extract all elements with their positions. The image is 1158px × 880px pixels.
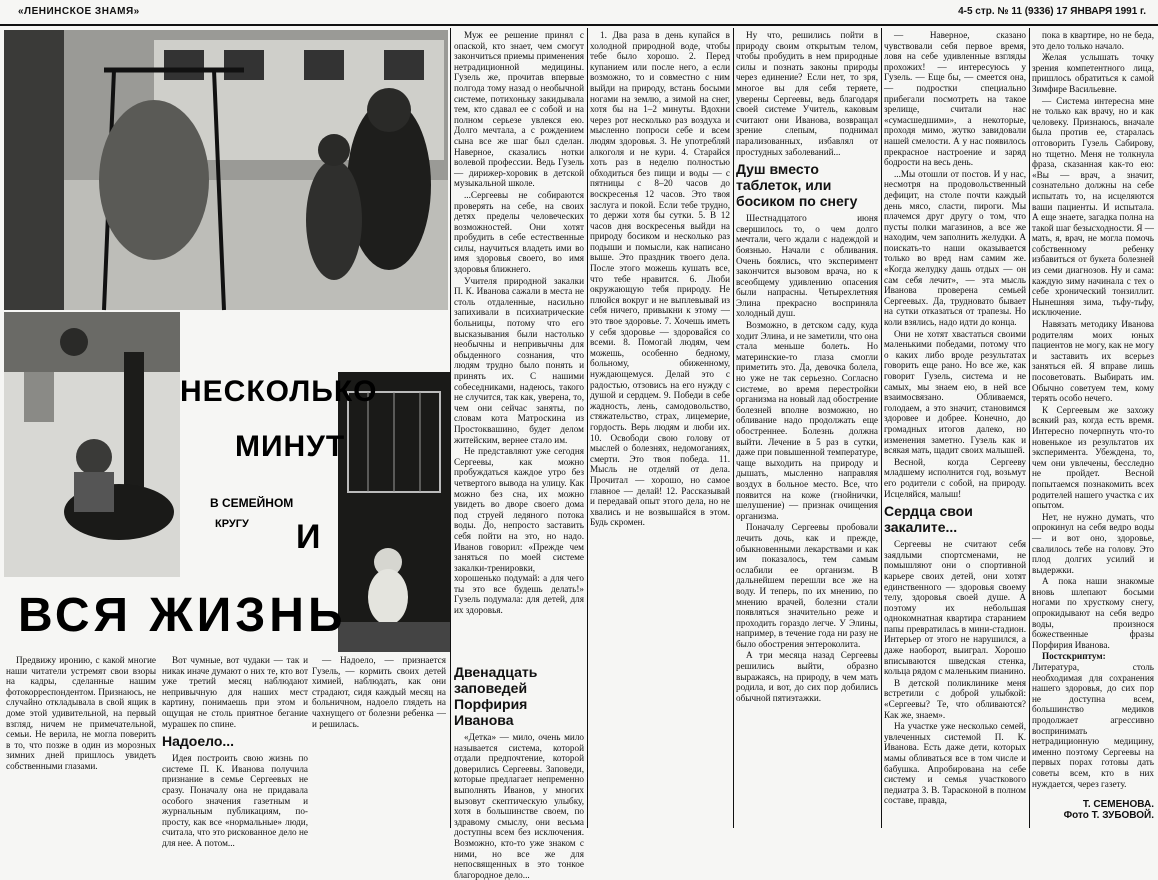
article-col-3 [454, 30, 584, 660]
article-col6-p7: На участке уже несколько семей, увлеченных системой П. К. Иванова. Есть даже дети, которых мамы обливаться все в том числе и бабушка. Апробирована на себе систему и семья участкового педиатра З. В. Тарасконой в полном составе, правда, [884, 721, 1026, 806]
article-col5-p4: Поначалу Сергеевы пробовали лечить дочь, как и прежде, обыкновенными лекарствами и как им показалось, тем самым ослабили ее организм. В дальнейшем перешли все же на воду. И теперь, по их мнению, по мнению врачей, болезни стали появляться значительно реже и проходить гораздо легче. У Элины, например, в течение года ни разу не было обострения энтероколита. [736, 522, 878, 649]
article-col6-p5: Сергеевы не считают себя заядлыми спортсменами, не помышляют они о спортивной карьере своих детей, они хотят единственного — здоровья своему телу, здоровья своей душе. А поэтому их небольшая однокомнатная квартира старанием папы превратилась в мини-стадион. Интерьер от этого не нарушился, а даже наоборот, выиграл. Хорошо вписываются шведская стенка, кольца рядом с маленьким пианино. [884, 539, 1026, 677]
author-name: Т. СЕМЕНОВА. [1082, 799, 1154, 810]
photo-girl-rings [4, 312, 180, 577]
postscript [1032, 651, 1154, 789]
column-divider [733, 28, 734, 828]
article-col7-p7: А пока наши знакомые вновь шлепают босыми ногами по хрусткому снегу, опрокидывают на себя ведро воды, произнося божественные фразы Порфирия Иванова. [1032, 576, 1154, 650]
girl-rings-image [4, 312, 180, 577]
article-col-7 [1032, 30, 1154, 800]
headline-line1: НЕСКОЛЬКО [180, 375, 378, 408]
article-col5-p3: Возможно, в детском саду, куда ходит Элина, и не заметили, что она стала меньше болеть. Но материнские-то глаза смогли приметить это. Да, девочка болела, но уже не так серьезно. Согласно системе, во время перестройки организма на новый лад обострение болезней вполне возможно, но обливание надо продолжать еще обостреннее. Болезнь должна выйти. Лечение в 5 раз в сутки, даже при повышенной температуре, чаще выходить на природу и дышать, мысленно направляя воздух в больное место. Все, что появится на коже (гнойнички, шелушение) — признак очищения организма. [736, 320, 878, 521]
article-col7-p4: Навязать методику Иванова родителям моих юных пациентов не могу, как не могу и заставить их всерьез заняться ей. Я вправе лишь посоветовать. Выбирать им. Обычно советуем тем, кому терять особо нечего. [1032, 319, 1154, 404]
article-col6-p2: ...Мы отошли от постов. И у нас, несмотря на продовольственный дефицит, на столе почти каждый день мясо, сласти, пироги. Мы плачемся друг другу о том, что пусты полки магазинов, а все же находим, чем заполнить желудки. А поискать-то наши оказывается только во вред нам самим же. «Когда желудку дашь отдых — он сам себя лечит», — эта мысль Иванова проверена семьей Сергеевых. Да, трудновато бывает на сутки отказаться от трапезы. Но коли взялись, надо идти до конца. [884, 168, 1026, 328]
article-col3-p1: Муж ее решение принял с опаской, кто знает, чем смогут закончиться приемы применения нетрадиционной медицины. Гузель же, прочитав впервые полгода тому назад о необычной системе, потихоньку закидывала тем, кто сдавал ее с собой и на полном серьезе увлекся ею. Долго мечтала, а с рождением сына все же шаг был сделан. Наверное, сказались нотки волевой профессии. Ведь Гузель — дирижер-хоровик в детской музыкальной школе. [454, 30, 584, 189]
article-nadoelo-quote: — Надоело, — признается Гузель, — кормить своих детей химией, наблюдать, как они страдают, сидя каждый месяц на больничном, надоело глядеть на чахнущего от болезни ребенка — и решилась. [312, 655, 446, 729]
photo-credit: Фото Т. ЗУБОВОЙ. [1063, 809, 1154, 821]
column-divider [1029, 28, 1030, 828]
column-divider [881, 28, 882, 828]
headline-conj: И [296, 518, 321, 556]
photo-family-outdoors [4, 30, 448, 310]
subhead-nadoelo: Надоело... [162, 733, 235, 750]
newspaper-name: «ЛЕНИНСКОЕ ЗНАМЯ» [18, 6, 140, 17]
family-outdoors-image [4, 30, 448, 310]
subhead-commandments: Двенадцать заповедей Порфирия Иванова [454, 664, 538, 728]
article-intro: Предвижу иронию, с какой многие наши читатели устремят свои взоры на кадры, сделанные нашим фотокорреспондентом. Признаюсь, не случайно откладывала в свой ящик в доме этой удивительной, на первый взгляд, ничем не примечательной, семьи. Не верила, не могла поверить в то, что позже в один из морозных зимних дней пришлось увидеть собственными глазами. [6, 655, 156, 771]
article-col7-p5: К Сергеевым же захожу всякий раз, когда есть время. Интересно почерпнуть что-то новенькое из результатов их эксперимента. Убеждена, то, чем они увлечены, бесследно не пройдет. Весной попытаемся познакомить всех родителей нашего участка с их опытом. [1032, 404, 1154, 511]
article-col-4 [590, 30, 730, 826]
article-col6-p6: В детской поликлинике меня встретили с доброй улыбкой: «Сергеевы? Те, что обливаются? Как же, знаем». [884, 677, 1026, 720]
subhead-nadoelo-text: Идея построить свою жизнь по системе П. К. Иванова получила признание в семье Сергеевых не сразу. Поначалу она не придавала особого значения газетным и журнальным публикациям, по-просту, как все «нормальные» люди, считала, что это рискованное дело не для нее. А потом... [162, 753, 308, 848]
article-col7-p2: Желая услышать точку зрения компетентного лица, пришлось обратиться к самой Зимфире Васильевне. [1032, 52, 1154, 94]
commandments-intro: «Детка» — мило, очень мило называется система, которой отдали предпочтение, которой доверились Сергеевы. Заповеди, которые предлагает непременно выполнять Иванов, у многих вызовут скептическую улыбку, хотя в большинстве своем, по здравому смыслу, они весьма доступны всем без исключения. Возможно, кто-то уже знаком с ними, но все же для непосвященных в это тонкое благородное дело... [454, 732, 584, 880]
headline-line2: МИНУТ [235, 430, 346, 463]
article-col5-p2: Шестнадцатого июня свершилось то, о чем долго мечтали, чего ждали с надеждой и боязнью. Начали с обливания. Очень боялись, что эксперимент закончится вызовом врача, но к всеобщему удивлению опасения были напрасны. Четырехлетняя Элина прекрасно восприняла холодный душ. [736, 213, 878, 319]
headline-line3: ВСЯ ЖИЗНЬ [18, 589, 347, 642]
article-col5-p5: А три месяца назад Сергеевы решились выйти, образно выражаясь, на природу, в чем мать родила, и вот, до сих пор добились обычной пятиэтажки. [736, 650, 878, 703]
byline [1032, 800, 1154, 826]
article-intro2: Вот чумные, вот чудаки — так и никак иначе думают о них те, кто вот уже третий месяц наблюдают непривычную для наших мест картину, понимаешь при этом и ощущая не столь приятное бегание мурашек по спине. [162, 655, 308, 729]
postscript-text: Литература, столь необходимая для сохранения нашего здоровья, до сих пор не доступна всем, большинство медиков продолжает агрессивно воспринимать нетрадиционную медицину, именно поэтому Сергеевы на первых порах готовы дать советы всем, кто в них нуждается, через газету. [1032, 662, 1154, 789]
article-col-2 [162, 655, 308, 848]
photo-toddler-crib [338, 372, 450, 652]
rubric-line2: КРУГУ [215, 518, 249, 530]
article-col-2b [312, 655, 446, 825]
article-col7-p1: пока в квартире, но не беда, это дело только начало. [1032, 30, 1154, 51]
article-col6-p3: Они не хотят хвастаться своими маленькими победами, потому что о каких либо вроде результатах говорить еще рано. Но все же, как говорит Гузель, система и не самых, мы знаем ею, в ней все взаимосвязано. Обливаемся, голодаем, а это значит, становимся здоровее и добрее. Конечно, до громадных итогов далеко, но изменения заметно. Гузель как и всякая мать, щадит своих малышей. [884, 328, 1026, 456]
toddler-crib-image [338, 372, 450, 652]
article-col3-p4: Не представляют уже сегодня Сергеевы, как можно пробуждаться каждое утро без четвертого вывода на улицу. Как можно без сна, их можно увидеть во дворе своего дома под струей ледяного потока воды. До, непросто заставить себя пойти на это, но надо. Иванов говорил: «Прежде чем заняться по моей системе закалки-тренировки, хорошенько подумай: а для чего ты это все будешь делать!» Гузель подумала: для детей, для их здоровья. [454, 446, 584, 616]
article-col7-p3: — Система интересна мне не только как врачу, но и как человеку. Признаюсь, вначале была против ее, старалась отговорить Гузель Сабирову, но тщетно. Меня не толкнула фраза, сказанная как-то ею: «Вы — врач, а значит, сознательно должны на себе испытать то, на исцеляются ваши пациенты. И испытала. А еще знаете, загадка полна на такой шаг безысходности. Я — мать, я, врач, не могла помочь собственному ребенку избавиться от букета болезней из семи диагнозов. Ну и сама: каждую зиму начинала с тех о себе хронический тонзиллит. Нынешняя зима, тьфу-тьфу, исключение. [1032, 95, 1154, 318]
article-col7-p6: Нет, не нужно думать, что опрокинул на себя ведро воды — и вот оно, здоровье, свалилось тебе на голову. Это плод долгих усилий и выдержки. [1032, 511, 1154, 575]
commandments-list: 1. Два раза в день купайся в холодной природной воде, чтобы тебе было хорошо. 2. Перед купанием или после него, а если возможно, то и совместно с ним выйди на природу, встань босыми ногами на землю, а зимой на снег, хотя бы на 1–2 минуты. Вдохни через рот несколько раз воздуха и мысленно попроси себе и всем людям здоровья. 3. Не употребляй алкоголя и не кури. 4. Старайся хоть раз в неделю полностью обходиться без пищи и воды — с пятницы с 8–20 часов до воскресенья 12 часов. Это твоя заслуга и покой. Если тебе трудно, то держи хотя бы сутки. 5. В 12 часов дня воскресенья выйди на природу босиком и несколько раз подыши и помысли, как написано выше. Это праздник твоего дела. После этого можешь кушать все, что тебе нравится. 6. Люби окружающую тебя природу. Не плюйся вокруг и не выплевывай из себя ничего, привыкни к этому — это твое здоровье. 7. Хочешь иметь у себя здоровье — здоровайся со всеми. 8. Помогай людям, чем можешь, особенно бедному, больному, обиженному, нуждающемуся. Делай это с радостью, отзовись на его нужду с душой и сердцем. 9. Победи в себе жадность, лень, самодовольство, стяжательство, страх, лицемерие, гордость. Верь людям и люби их. 10. Освободи свою голову от мыслей о болезнях, недомоганиях, смерти. Это твоя победа. 11. Мысль не отделяй от дела. Прочитал — хорошо, но самое главное — делай! 12. Рассказывай и передавай опыт этого дела, но не хвались и не возвышайся в этом. Будь скромен. [590, 30, 730, 528]
article-col-3-bottom [454, 660, 584, 880]
issue-info: 4-5 стр. № 11 (9336) 17 ЯНВАРЯ 1991 г. [958, 6, 1146, 17]
subhead-hearts: Сердца свои закалите... [884, 503, 973, 536]
article-col3-p2: ...Сергеевы не собираются проверять на себе, на своих детях пределы человеческих возможностей. Они хотят пробудить в себе естественные силы, научиться владеть ими во имя здоровья своего, во имя здоровья ближнего. [454, 189, 584, 275]
article-col5-p1: Ну что, решились пойти в природу своим открытым телом, чтобы пробудить в нем природные силы и познать законы природы через единение? Если нет, то зря, многое вы для себя теряете, уверены Сергеевы, ведь благодаря своей системе Учитель, каковым считают они Иванова, возвращал зрение слепым, поднимал парализованных, избавлял от простудных заболеваний... [736, 30, 878, 157]
article-col6-p4: Весной, когда Сергееву младшему исполнится год, возьмут его родители с собой, на природу. Исцеляйся, малыш! [884, 456, 1026, 499]
article-col-1 [6, 655, 156, 825]
column-divider [450, 28, 451, 828]
postscript-label: Постскриптум: [1042, 651, 1106, 662]
newspaper-header [0, 0, 1158, 26]
subhead-shower: Душ вместо таблеток, или босиком по снегу [736, 161, 858, 210]
article-col6-p1: — Наверное, сказано чувствовали себя первое время, ловя на себе удивленные взгляды прохожих! — интересуюсь у Гузель. — Еще бы, — смеется она, — подростки специально прибегали посмотреть на такое зрелище, считали нас «сумасшедшими», а некоторые, проходя мимо, жутко завидовали нашей смелости. А у нас появилось прекрасное настроение и заряд бодрости на весь день. [884, 30, 1026, 168]
rubric-line1: В СЕМЕЙНОМ [210, 496, 294, 510]
column-divider [587, 28, 588, 828]
article-col-5 [736, 30, 878, 826]
article-col-6 [884, 30, 1026, 826]
article-col3-p3: Учителя природной закалки П. К. Иванова сажали в места не столь отдаленные, насильно запихивали в психиатрические больницы, потому что его высказывания были настолько необычны и непривычны для обыденного сознания, что людям трудно было понять и принять их. С нашими собеседниками, надеюсь, такого не случится, так как, уверена, то, чем они сейчас заняты, по словам кота Матроскина из Простоквашино, будет делом житейским, вернее стало им. [454, 275, 584, 445]
